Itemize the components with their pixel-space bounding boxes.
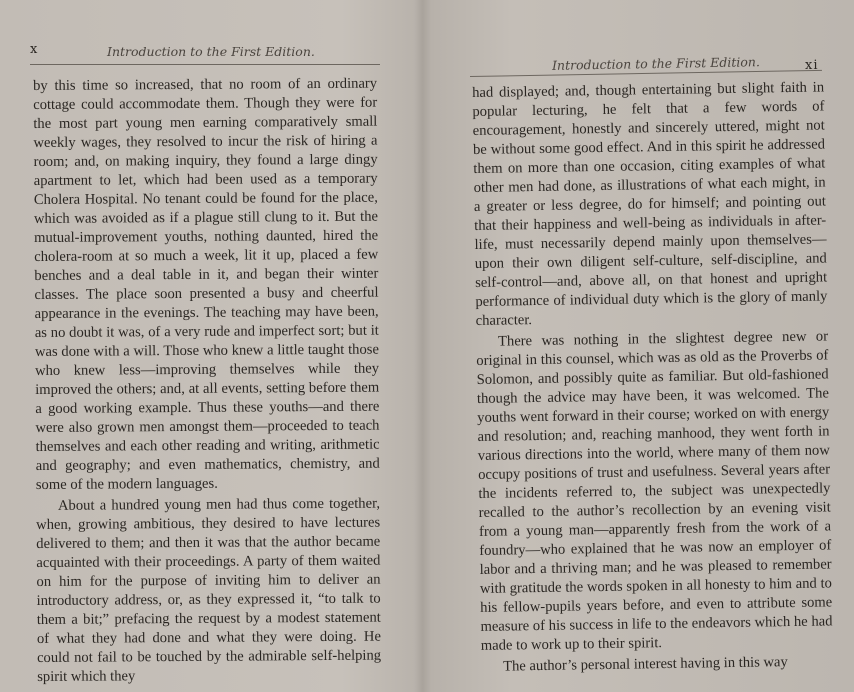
right-page-number: xi (805, 58, 819, 73)
left-running-head: Introduction to the First Edition. (107, 44, 315, 59)
left-page (0, 0, 418, 692)
right-page-text (472, 78, 833, 676)
right-paragraph-3: The author’s personal interest having in this way (503, 654, 788, 675)
right-page (430, 0, 854, 692)
right-paragraph-2: There was nothing in the slightest degree new or original in this counsel, which was as old as the Proverbs of Solomon, and possibly quite as familiar. But old-fashioned though the advice may have been, it was welcomed. The youths went forward in their course; worked on with energy and resolution; and, reaching manhood, they went forth in various directions into the world, where many of them now occupy positions of trust and usefulness. Several years after the incidents referred to, the subject was unexpectedly recalled to the author’s recollection by an evening visit from a young man—apparently fresh from the work of a foundry—who explained that he was now an employer of labor and a thriving man; and he was pleased to remember with gratitude the words spoken in all honesty to him and to his fellow-pupils years before, and even to attribute some measure of his success in life to the endeavors which he had made to work up to their spirit. (476, 328, 833, 654)
left-header-rule (30, 64, 380, 65)
left-paragraph-2: About a hundred young men had thus come together, when, growing ambitious, they desired to have lectures delivered to them; and then it was that the author became acquainted with their proceedings. A party of them waited on him for the purpose of inviting him to deliver an introductory address, or, as they expressed it, “to talk to them a bit;” prefacing the request by a modest statement of what they had done and what they were doing. He could not fail to be touched by the admirable self-helping spirit which they (36, 495, 382, 685)
left-page-text (33, 75, 381, 687)
right-running-head: Introduction to the First Edition. (551, 54, 760, 73)
right-paragraph-1: had displayed; and, though entertaining but slight faith in popular lecturing, he felt that a few words of encouragement, honestly and sincerely uttered, might not be without some good effect. And in this spirit he addressed them on more than one occasion, citing examples of what other men had done, as illustrations of what each might, in a greater or less degree, do for himself; and pointing out that their happiness and well-being as individuals in after-life, must necessarily depend mainly upon themselves—upon their own diligent self-culture, self-discipline, and self-control—and, above all, on that honest and upright performance of individual duty which is the glory of manly character. (472, 79, 828, 329)
left-page-number: x (30, 42, 39, 57)
left-paragraph-1: by this time so increased, that no room of an ordinary cottage could accommodate them. Though they were for the most part young men earning comparatively small weekly wages, they resolved to incur the risk of hiring a room; and, on making inquiry, they found a large dingy apartment to let, which had been used as a temporary Cholera Hospital. No tenant could be found for the place, which was avoided as if a plague still clung to it. But the mutual-improvement youths, nothing daunted, hired the cholera-room at so much a week, lit it up, placed a few benches and a deal table in it, and began their winter classes. The place soon presented a busy and cheerful appearance in the evenings. The teaching may have been, as no doubt it was, of a very rude and imperfect sort; but it was done with a will. Those who knew a little taught those who knew less—improving themselves while they improved the others; and, at all events, setting before them a good working example. Thus these youths—and there were also grown men amongst them—proceeded to teach themselves and each other reading and writing, arithmetic and geography; and even mathematics, chemistry, and some of the modern languages. (33, 75, 380, 493)
